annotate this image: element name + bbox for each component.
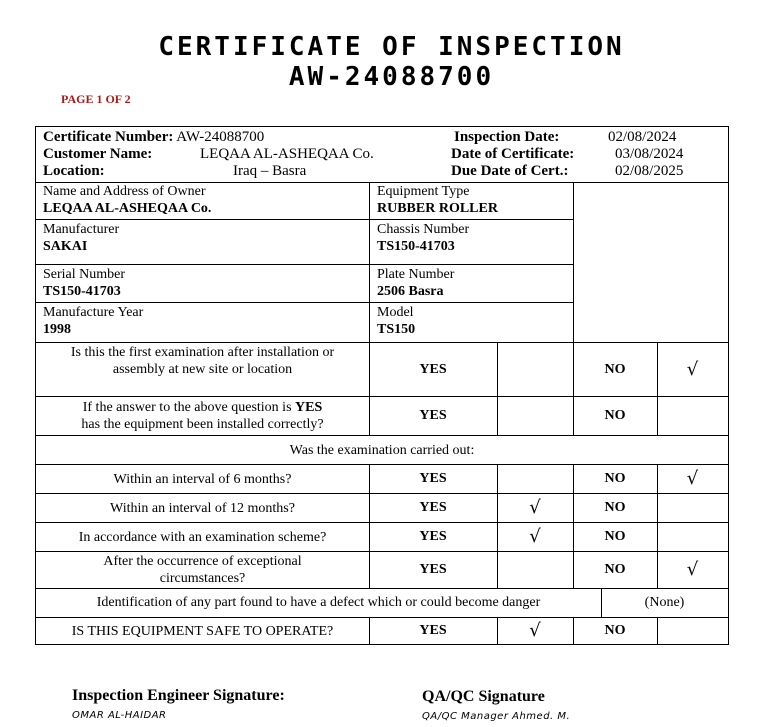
- owner-value: LEQAA AL-ASHEQAA Co.: [43, 201, 212, 216]
- q6-no-label: NO: [604, 562, 626, 577]
- q3-no-checkmark: √: [686, 468, 699, 489]
- safe-no-label: NO: [604, 623, 626, 638]
- plate-label: Plate Number: [377, 267, 455, 282]
- plate-value: 2506 Basra: [377, 284, 444, 299]
- safe-yes-label: YES: [419, 623, 447, 638]
- certificate-number-title: AW-24088700: [288, 62, 495, 92]
- question-safe-to-operate: IS THIS EQUIPMENT SAFE TO OPERATE?: [71, 624, 334, 639]
- question-6-months: Within an interval of 6 months?: [113, 472, 292, 487]
- examination-carried-out-heading: Was the examination carried out:: [289, 443, 475, 458]
- certificate-title: CERTIFICATE OF INSPECTION: [158, 32, 625, 62]
- chassis-label: Chassis Number: [377, 222, 470, 237]
- cert-number-value: AW-24088700: [176, 129, 265, 145]
- q6-yes-label: YES: [419, 562, 447, 577]
- engineer-signature-label: Inspection Engineer Signature:: [72, 687, 285, 704]
- q4-yes-label: YES: [419, 500, 447, 515]
- equipment-type-value: RUBBER ROLLER: [377, 201, 498, 216]
- certificate-header: [36, 127, 728, 183]
- q2-no-label: NO: [604, 408, 626, 423]
- due-date-label: Due Date of Cert.:: [451, 163, 569, 179]
- q3-yes-label: YES: [419, 471, 447, 486]
- question-examination-scheme: In accordance with an examination scheme?: [78, 530, 327, 545]
- q1-no-checkmark: √: [686, 359, 699, 380]
- defect-identification-value: (None): [644, 595, 685, 610]
- location-label: Location:: [43, 163, 105, 179]
- equipment-type-label: Equipment Type: [377, 184, 470, 199]
- question-first-examination: Is this the first examination after installation or assembly at new site or location: [70, 345, 335, 377]
- owner-label: Name and Address of Owner: [43, 184, 206, 199]
- page-indicator: PAGE 1 OF 2: [61, 92, 131, 106]
- q5-yes-label: YES: [419, 529, 447, 544]
- qa-qc-signature-name: QA/QC Manager Ahmed. M.: [422, 711, 571, 722]
- engineer-signature-name: OMAR AL-HAIDAR: [72, 710, 167, 721]
- date-of-certificate-value: 03/08/2024: [615, 146, 684, 162]
- question-12-months: Within an interval of 12 months?: [110, 501, 295, 516]
- question-exceptional-circumstances: After the occurrence of exceptional circumstances?: [103, 554, 302, 586]
- q4-yes-checkmark: √: [529, 497, 541, 518]
- manufacturer-value: SAKAI: [43, 239, 88, 254]
- serial-value: TS150-41703: [43, 284, 121, 299]
- q2-yes-label: YES: [419, 408, 447, 423]
- q5-yes-checkmark: √: [529, 526, 541, 547]
- location-value: Iraq – Basra: [233, 163, 307, 179]
- q1-no-label: NO: [604, 362, 626, 377]
- q4-no-label: NO: [604, 500, 626, 515]
- location-row: [43, 163, 105, 180]
- chassis-value: TS150-41703: [377, 239, 455, 254]
- question-installed-correctly: If the answer to the above question is YES has the equipment been installed correctly?: [81, 400, 324, 432]
- q6-no-checkmark: √: [686, 559, 699, 580]
- cert-number-label: Certificate Number:: [43, 129, 174, 145]
- due-date-value: 02/08/2025: [615, 163, 684, 179]
- model-label: Model: [377, 305, 414, 320]
- details-right-divider: [573, 182, 574, 343]
- inspection-date-label: Inspection Date:: [454, 129, 560, 145]
- inspection-form: [35, 126, 729, 645]
- defect-identification-label: Identification of any part found to have a defect which or could become danger: [96, 595, 541, 610]
- q1-yes-label: YES: [419, 362, 447, 377]
- customer-label: Customer Name:: [43, 146, 153, 162]
- qa-qc-signature-label: QA/QC Signature: [422, 688, 545, 705]
- customer-value: LEQAA AL-ASHEQAA Co.: [200, 146, 374, 162]
- manufacture-year-value: 1998: [43, 322, 71, 337]
- q5-no-label: NO: [604, 529, 626, 544]
- inspection-date-value: 02/08/2024: [608, 129, 677, 145]
- safe-yes-checkmark: √: [529, 620, 541, 641]
- details-divider: [369, 182, 370, 343]
- manufacturer-label: Manufacturer: [43, 222, 120, 237]
- q3-no-label: NO: [604, 471, 626, 486]
- serial-label: Serial Number: [43, 267, 126, 282]
- date-of-certificate-label: Date of Certificate:: [451, 146, 575, 162]
- cert-number-row: [43, 129, 264, 146]
- model-value: TS150: [377, 322, 416, 337]
- customer-row: [43, 146, 152, 163]
- manufacture-year-label: Manufacture Year: [43, 305, 144, 320]
